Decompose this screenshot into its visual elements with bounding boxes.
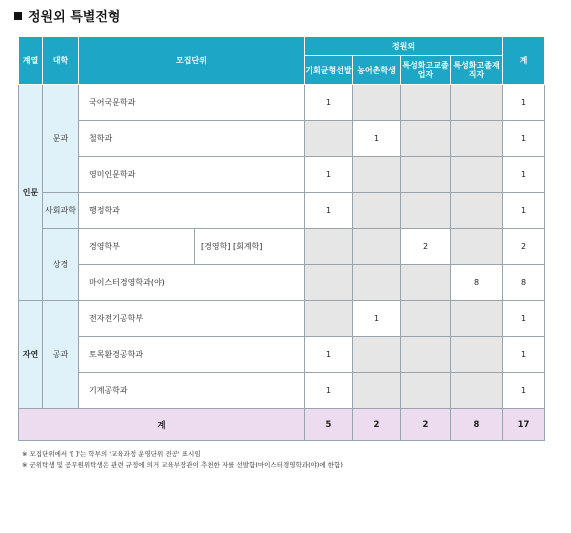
cell-value [401,265,451,301]
cell-value [353,157,401,193]
cell-value [451,193,503,229]
cell-total: 2 [503,229,545,265]
cell-value [451,301,503,337]
cell-value [353,229,401,265]
cell-value [451,85,503,121]
table-row [19,373,545,409]
header-vocational-employees: 특성화고졸재직자 [451,56,503,85]
cell-value [401,85,451,121]
totals-value: 2 [353,409,401,441]
cell-value [401,121,451,157]
totals-row [19,409,545,441]
cell-value [353,85,401,121]
dept-name: 행정학과 [79,193,305,229]
dept-name: 마이스터경영학과(야) [79,265,305,301]
college-engineering: 공과 [43,301,79,409]
cell-value [401,337,451,373]
table-row [19,85,545,121]
group-humanities: 인문 [19,85,43,301]
cell-total: 8 [503,265,545,301]
admission-table [18,36,545,441]
dept-name: 철학과 [79,121,305,157]
cell-value: 1 [305,373,353,409]
cell-value [305,265,353,301]
page-title-text: 정원외 특별전형 [28,10,121,25]
cell-value [401,301,451,337]
cell-value [353,193,401,229]
footnotes [22,449,343,471]
header-vocational-graduates: 특성화고교졸업자 [401,56,451,85]
dept-detail: [경영학] [회계학] [195,229,305,265]
page-title [14,6,120,25]
dept-name: 경영학부 [79,229,195,265]
dept-name: 기계공학과 [79,373,305,409]
cell-total: 1 [503,301,545,337]
cell-value [353,373,401,409]
college-commerce: 상경 [43,229,79,301]
header-unit: 모집단위 [79,37,305,85]
cell-value [401,373,451,409]
footnote: ※ 군위탁생 및 공무원위탁생은 관련 규정에 의거 교육부장관이 추천한 자를 선발함(마이스터경영학과(야)에 한함) [22,461,343,469]
dept-name: 전자전기공학부 [79,301,305,337]
cell-value [305,121,353,157]
header-college: 대학 [43,37,79,85]
totals-value: 8 [451,409,503,441]
footnote: ※ 모집단위에서 '[ ]'는 학부의 '교육과정 운영단위 전공' 표시임 [22,450,201,458]
college-liberal-arts: 문과 [43,85,79,193]
cell-value [451,373,503,409]
group-nature: 자연 [19,301,43,409]
cell-value: 8 [451,265,503,301]
cell-value [401,193,451,229]
cell-value [353,265,401,301]
cell-value [305,229,353,265]
college-social-science: 사회과학 [43,193,79,229]
cell-total: 1 [503,373,545,409]
cell-value: 1 [305,193,353,229]
table-row [19,337,545,373]
square-bullet-icon [14,12,22,20]
totals-grand: 17 [503,409,545,441]
cell-value [451,121,503,157]
header-extra-quota: 정원외 [305,37,503,56]
header-field: 계열 [19,37,43,85]
table-row [19,157,545,193]
cell-value [451,229,503,265]
cell-value: 1 [305,157,353,193]
cell-value: 1 [353,121,401,157]
cell-value: 1 [305,85,353,121]
cell-value: 1 [305,337,353,373]
table-row [19,229,545,265]
cell-value [451,337,503,373]
header-rural-students: 농어촌학생 [353,56,401,85]
dept-name: 토목환경공학과 [79,337,305,373]
cell-total: 1 [503,121,545,157]
cell-value [305,301,353,337]
table-row [19,121,545,157]
cell-total: 1 [503,85,545,121]
totals-value: 5 [305,409,353,441]
cell-value: 2 [401,229,451,265]
cell-total: 1 [503,157,545,193]
cell-value [353,337,401,373]
cell-value: 1 [353,301,401,337]
header-opportunity-balance: 기회균형선발 [305,56,353,85]
table-row [19,301,545,337]
header-total: 계 [503,37,545,85]
cell-total: 1 [503,193,545,229]
dept-name: 국어국문학과 [79,85,305,121]
table-row [19,193,545,229]
cell-total: 1 [503,337,545,373]
totals-value: 2 [401,409,451,441]
totals-label: 계 [19,409,305,441]
cell-value [401,157,451,193]
cell-value [451,157,503,193]
dept-name: 영미인문학과 [79,157,305,193]
table-row [19,265,545,301]
